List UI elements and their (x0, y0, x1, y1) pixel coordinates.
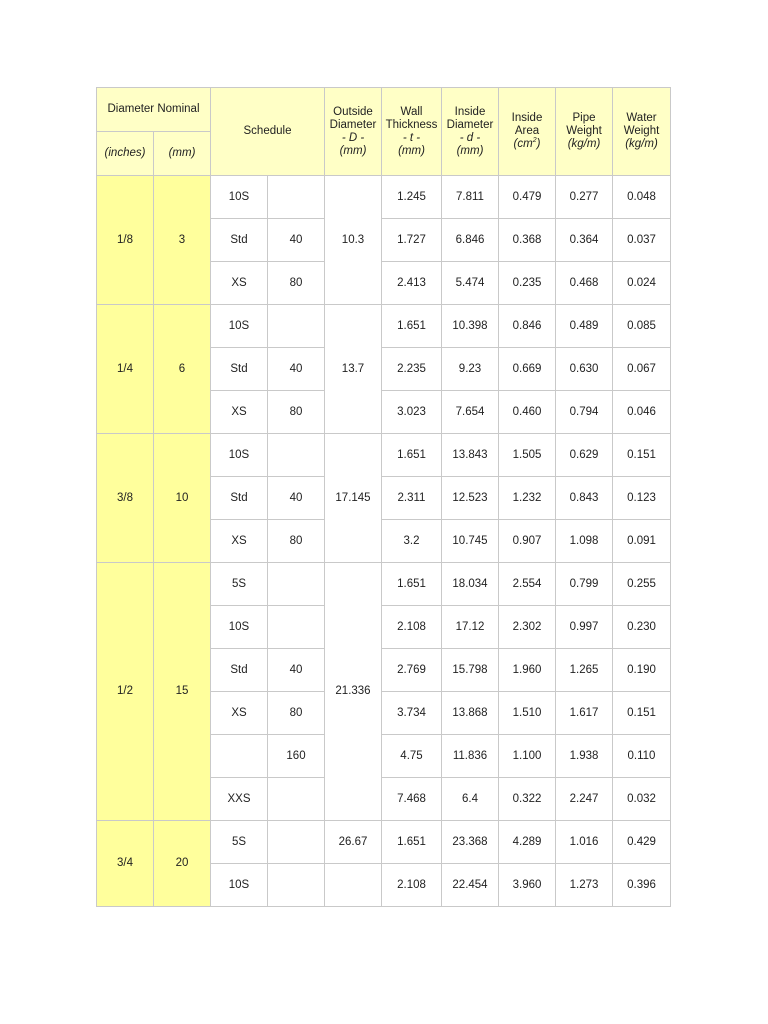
schedule-a-cell: 10S (211, 434, 268, 477)
wall-thickness-cell: 1.651 (382, 305, 442, 348)
schedule-b-cell (268, 778, 325, 821)
wall-thickness-cell: 2.108 (382, 864, 442, 907)
header-diameter-nominal: Diameter Nominal (97, 88, 211, 132)
wall-thickness-cell: 7.468 (382, 778, 442, 821)
inside-diameter-cell: 5.474 (442, 262, 499, 305)
pipe-weight-cell: 1.938 (556, 735, 613, 778)
inside-diameter-cell: 7.654 (442, 391, 499, 434)
table-row (97, 176, 671, 219)
table-body (97, 176, 671, 907)
wall-thickness-cell: 2.311 (382, 477, 442, 520)
water-weight-cell: 0.396 (613, 864, 671, 907)
pipe-weight-cell: 0.629 (556, 434, 613, 477)
inside-area-cell: 0.368 (499, 219, 556, 262)
nominal-mm-cell: 3 (154, 176, 211, 305)
inside-area-cell: 1.232 (499, 477, 556, 520)
nominal-inches-cell: 1/2 (97, 563, 154, 821)
nominal-mm-cell: 15 (154, 563, 211, 821)
schedule-a-cell: 10S (211, 864, 268, 907)
header-inside-diameter: Inside Diameter - d - (mm) (442, 88, 499, 176)
water-weight-cell: 0.037 (613, 219, 671, 262)
inside-diameter-cell: 13.868 (442, 692, 499, 735)
pipe-weight-cell: 0.799 (556, 563, 613, 606)
water-weight-cell: 0.046 (613, 391, 671, 434)
schedule-b-cell (268, 176, 325, 219)
header-mm: (mm) (154, 132, 211, 176)
inside-diameter-cell: 17.12 (442, 606, 499, 649)
schedule-b-cell: 80 (268, 391, 325, 434)
water-weight-cell: 0.151 (613, 434, 671, 477)
table-row (97, 434, 671, 477)
inside-diameter-cell: 18.034 (442, 563, 499, 606)
inside-diameter-cell: 10.745 (442, 520, 499, 563)
schedule-b-cell: 80 (268, 692, 325, 735)
schedule-a-cell: Std (211, 649, 268, 692)
inside-area-cell: 1.510 (499, 692, 556, 735)
wall-thickness-cell: 1.651 (382, 563, 442, 606)
water-weight-cell: 0.085 (613, 305, 671, 348)
inside-diameter-cell: 23.368 (442, 821, 499, 864)
wall-thickness-cell: 1.651 (382, 821, 442, 864)
schedule-a-cell: 10S (211, 606, 268, 649)
schedule-b-cell (268, 563, 325, 606)
schedule-b-cell (268, 434, 325, 477)
pipe-weight-cell: 1.016 (556, 821, 613, 864)
water-weight-cell: 0.123 (613, 477, 671, 520)
inside-area-cell: 4.289 (499, 821, 556, 864)
inside-diameter-cell: 11.836 (442, 735, 499, 778)
pipe-weight-cell: 0.277 (556, 176, 613, 219)
wall-thickness-cell: 2.108 (382, 606, 442, 649)
header-outside-diameter: Outside Diameter - D - (mm) (325, 88, 382, 176)
schedule-b-cell: 40 (268, 649, 325, 692)
inside-area-cell: 1.505 (499, 434, 556, 477)
pipe-weight-cell: 0.843 (556, 477, 613, 520)
water-weight-cell: 0.091 (613, 520, 671, 563)
nominal-inches-cell: 1/4 (97, 305, 154, 434)
wall-thickness-cell: 2.769 (382, 649, 442, 692)
wall-thickness-cell: 3.734 (382, 692, 442, 735)
schedule-a-cell: XXS (211, 778, 268, 821)
inside-diameter-cell: 6.846 (442, 219, 499, 262)
pipe-weight-cell: 2.247 (556, 778, 613, 821)
pipe-dimensions-table (96, 87, 671, 907)
schedule-a-cell: XS (211, 692, 268, 735)
outside-diameter-cell: 17.145 (325, 434, 382, 563)
inside-area-cell: 0.669 (499, 348, 556, 391)
pipe-weight-cell: 0.364 (556, 219, 613, 262)
wall-thickness-cell: 1.651 (382, 434, 442, 477)
schedule-b-cell: 40 (268, 219, 325, 262)
inside-area-cell: 0.479 (499, 176, 556, 219)
pipe-weight-cell: 1.098 (556, 520, 613, 563)
pipe-weight-cell: 1.273 (556, 864, 613, 907)
water-weight-cell: 0.024 (613, 262, 671, 305)
inside-area-cell: 0.846 (499, 305, 556, 348)
schedule-a-cell: XS (211, 262, 268, 305)
outside-diameter-cell (325, 864, 382, 907)
inside-diameter-cell: 10.398 (442, 305, 499, 348)
schedule-b-cell: 80 (268, 262, 325, 305)
inside-diameter-cell: 15.798 (442, 649, 499, 692)
pipe-weight-cell: 0.630 (556, 348, 613, 391)
outside-diameter-cell: 21.336 (325, 563, 382, 821)
wall-thickness-cell: 4.75 (382, 735, 442, 778)
pipe-weight-cell: 0.468 (556, 262, 613, 305)
schedule-a-cell (211, 735, 268, 778)
schedule-a-cell: Std (211, 477, 268, 520)
inside-area-cell: 0.322 (499, 778, 556, 821)
table-row (97, 563, 671, 606)
header-schedule: Schedule (211, 88, 325, 176)
inside-diameter-cell: 7.811 (442, 176, 499, 219)
water-weight-cell: 0.151 (613, 692, 671, 735)
inside-area-cell: 1.960 (499, 649, 556, 692)
schedule-a-cell: 5S (211, 821, 268, 864)
table-row (97, 305, 671, 348)
header-pipe-weight: Pipe Weight (kg/m) (556, 88, 613, 176)
inside-diameter-cell: 12.523 (442, 477, 499, 520)
inside-area-cell: 0.460 (499, 391, 556, 434)
inside-diameter-cell: 13.843 (442, 434, 499, 477)
inside-area-cell: 0.235 (499, 262, 556, 305)
schedule-b-cell: 160 (268, 735, 325, 778)
inside-area-cell: 1.100 (499, 735, 556, 778)
inside-diameter-cell: 6.4 (442, 778, 499, 821)
nominal-inches-cell: 3/8 (97, 434, 154, 563)
pipe-weight-cell: 1.617 (556, 692, 613, 735)
outside-diameter-cell: 10.3 (325, 176, 382, 305)
pipe-weight-cell: 1.265 (556, 649, 613, 692)
schedule-a-cell: 10S (211, 176, 268, 219)
inside-area-cell: 2.554 (499, 563, 556, 606)
schedule-a-cell: Std (211, 348, 268, 391)
schedule-b-cell (268, 864, 325, 907)
pipe-weight-cell: 0.997 (556, 606, 613, 649)
nominal-inches-cell: 1/8 (97, 176, 154, 305)
header-water-weight: Water Weight (kg/m) (613, 88, 671, 176)
nominal-mm-cell: 20 (154, 821, 211, 907)
wall-thickness-cell: 1.245 (382, 176, 442, 219)
water-weight-cell: 0.048 (613, 176, 671, 219)
wall-thickness-cell: 3.023 (382, 391, 442, 434)
header-wall-thickness: Wall Thickness - t - (mm) (382, 88, 442, 176)
schedule-a-cell: XS (211, 391, 268, 434)
nominal-inches-cell: 3/4 (97, 821, 154, 907)
nominal-mm-cell: 6 (154, 305, 211, 434)
inside-diameter-cell: 22.454 (442, 864, 499, 907)
schedule-a-cell: 5S (211, 563, 268, 606)
wall-thickness-cell: 1.727 (382, 219, 442, 262)
inside-area-cell: 3.960 (499, 864, 556, 907)
water-weight-cell: 0.255 (613, 563, 671, 606)
water-weight-cell: 0.110 (613, 735, 671, 778)
water-weight-cell: 0.230 (613, 606, 671, 649)
header-inches: (inches) (97, 132, 154, 176)
pipe-weight-cell: 0.489 (556, 305, 613, 348)
schedule-b-cell: 40 (268, 477, 325, 520)
wall-thickness-cell: 3.2 (382, 520, 442, 563)
header-inside-area: Inside Area $(cm^2)$ (499, 88, 556, 176)
wall-thickness-cell: 2.235 (382, 348, 442, 391)
schedule-b-cell: 80 (268, 520, 325, 563)
water-weight-cell: 0.429 (613, 821, 671, 864)
outside-diameter-cell: 26.67 (325, 821, 382, 864)
schedule-a-cell: Std (211, 219, 268, 262)
schedule-b-cell (268, 821, 325, 864)
schedule-b-cell: 40 (268, 348, 325, 391)
schedule-b-cell (268, 305, 325, 348)
outside-diameter-cell: 13.7 (325, 305, 382, 434)
water-weight-cell: 0.067 (613, 348, 671, 391)
inside-diameter-cell: 9.23 (442, 348, 499, 391)
inside-area-cell: 2.302 (499, 606, 556, 649)
schedule-a-cell: 10S (211, 305, 268, 348)
table-row (97, 821, 671, 864)
schedule-a-cell: XS (211, 520, 268, 563)
wall-thickness-cell: 2.413 (382, 262, 442, 305)
inside-area-cell: 0.907 (499, 520, 556, 563)
pipe-weight-cell: 0.794 (556, 391, 613, 434)
nominal-mm-cell: 10 (154, 434, 211, 563)
water-weight-cell: 0.190 (613, 649, 671, 692)
schedule-b-cell (268, 606, 325, 649)
water-weight-cell: 0.032 (613, 778, 671, 821)
